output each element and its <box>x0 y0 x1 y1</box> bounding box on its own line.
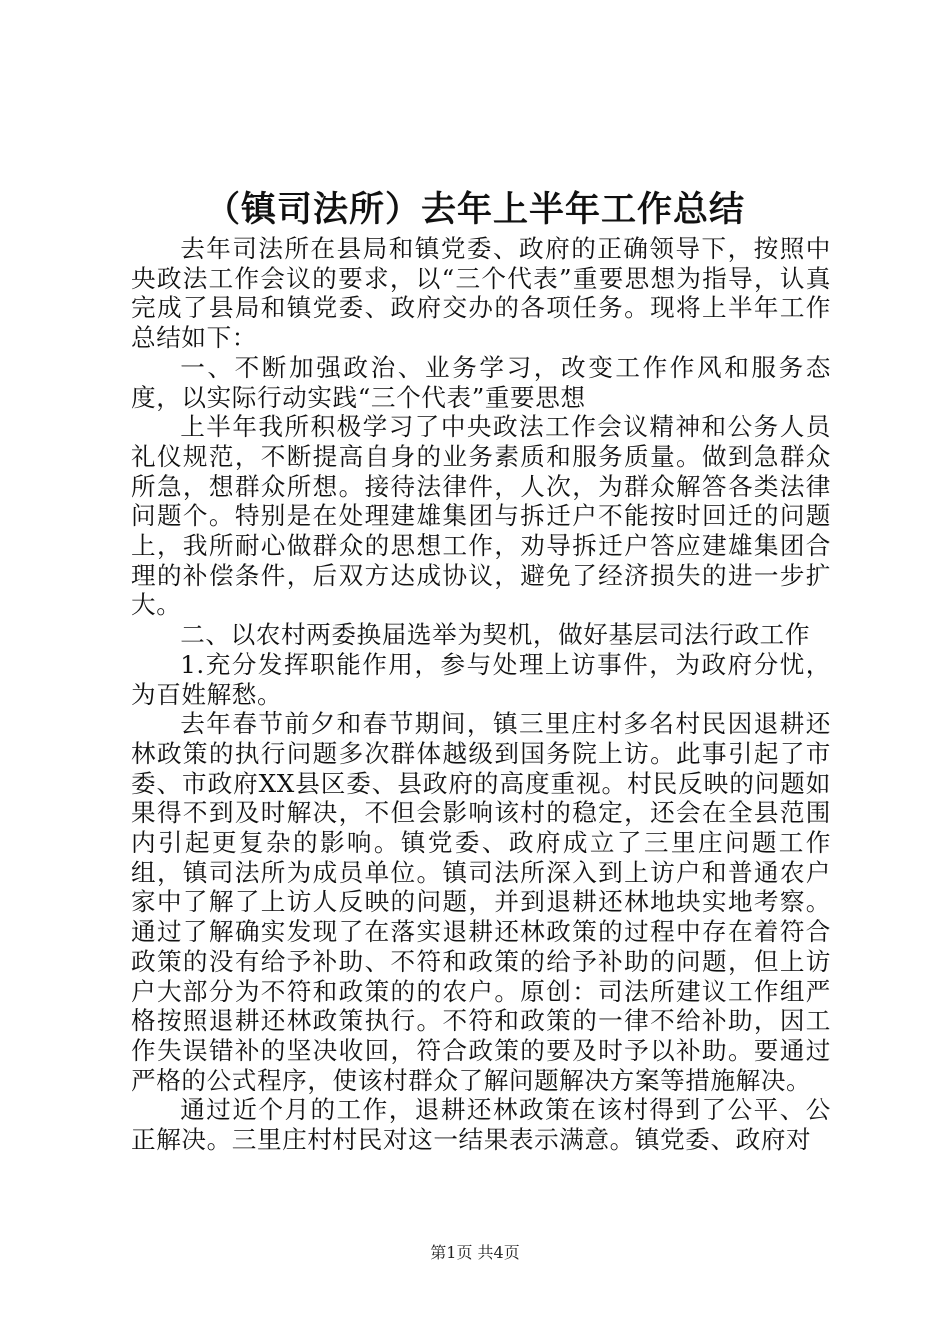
page-title: （镇司法所）去年上半年工作总结 <box>204 189 745 230</box>
paragraph-study: 上半年我所积极学习了中央政法工作会议精神和公务人员礼仪规范，不断提高自身的业务素质和服务质量。做到急群众所急，想群众所想。接待法律件，人次，为群众解答各类法律问题个。特别是在处理建雄集团与拆迁户不能按时回迁的问题上，我所耐心做群众的思想工作，劝导拆迁户答应建雄集团合理的补偿条件，后双方达成协议，避免了经济损失的进一步扩大。 <box>131 412 831 620</box>
paragraph-petition: 去年春节前夕和春节期间，镇三里庄村多名村民因退耕还林政策的执行问题多次群体越级到国务院上访。此事引起了市委、市政府XX县区委、县政府的高度重视。村民反映的问题如果得不到及时解决，不但会影响该村的稳定，还会在全县范围内引起更复杂的影响。镇党委、政府成立了三里庄问题工作组，镇司法所为成员单位。镇司法所深入到上访户和普通农户家中了解了上访人反映的问题，并到退耕还林地块实地考察。通过了解确实发现了在落实退耕还林政策的过程中存在着符合政策的没有给予补助、不符和政策的给予补助的问题，但上访户大部分为不符和政策的的农户。原创：司法所建议工作组严格按照退耕还林政策执行。不符和政策的一律不给补助，因工作失误错补的坚决收回，符合政策的要及时予以补助。要通过严格的公式程序，使该村群众了解问题解决方案等措施解决。 <box>131 709 831 1095</box>
section-heading-2: 二、以农村两委换届选举为契机，做好基层司法行政工作 <box>180 620 811 650</box>
document-body <box>131 234 831 1155</box>
page-footer: 第1页 共4页 <box>430 1243 520 1262</box>
section-heading-1: 一、不断加强政治、业务学习，改变工作作风和服务态度，以实际行动实践“三个代表”重要思想 <box>131 352 831 412</box>
paragraph-result: 通过近个月的工作，退耕还林政策在该村得到了公平、公正解决。三里庄村村民对这一结果表示满意。镇党委、政府对 <box>131 1095 831 1155</box>
subsection-heading-1: 1.充分发挥职能作用，参与处理上访事件，为政府分忧，为百姓解愁。 <box>131 649 831 709</box>
paragraph-intro: 去年司法所在县局和镇党委、政府的正确领导下，按照中央政法工作会议的要求，以“三个代表”重要思想为指导，认真完成了县局和镇党委、政府交办的各项任务。现将上半年工作总结如下： <box>131 234 831 353</box>
